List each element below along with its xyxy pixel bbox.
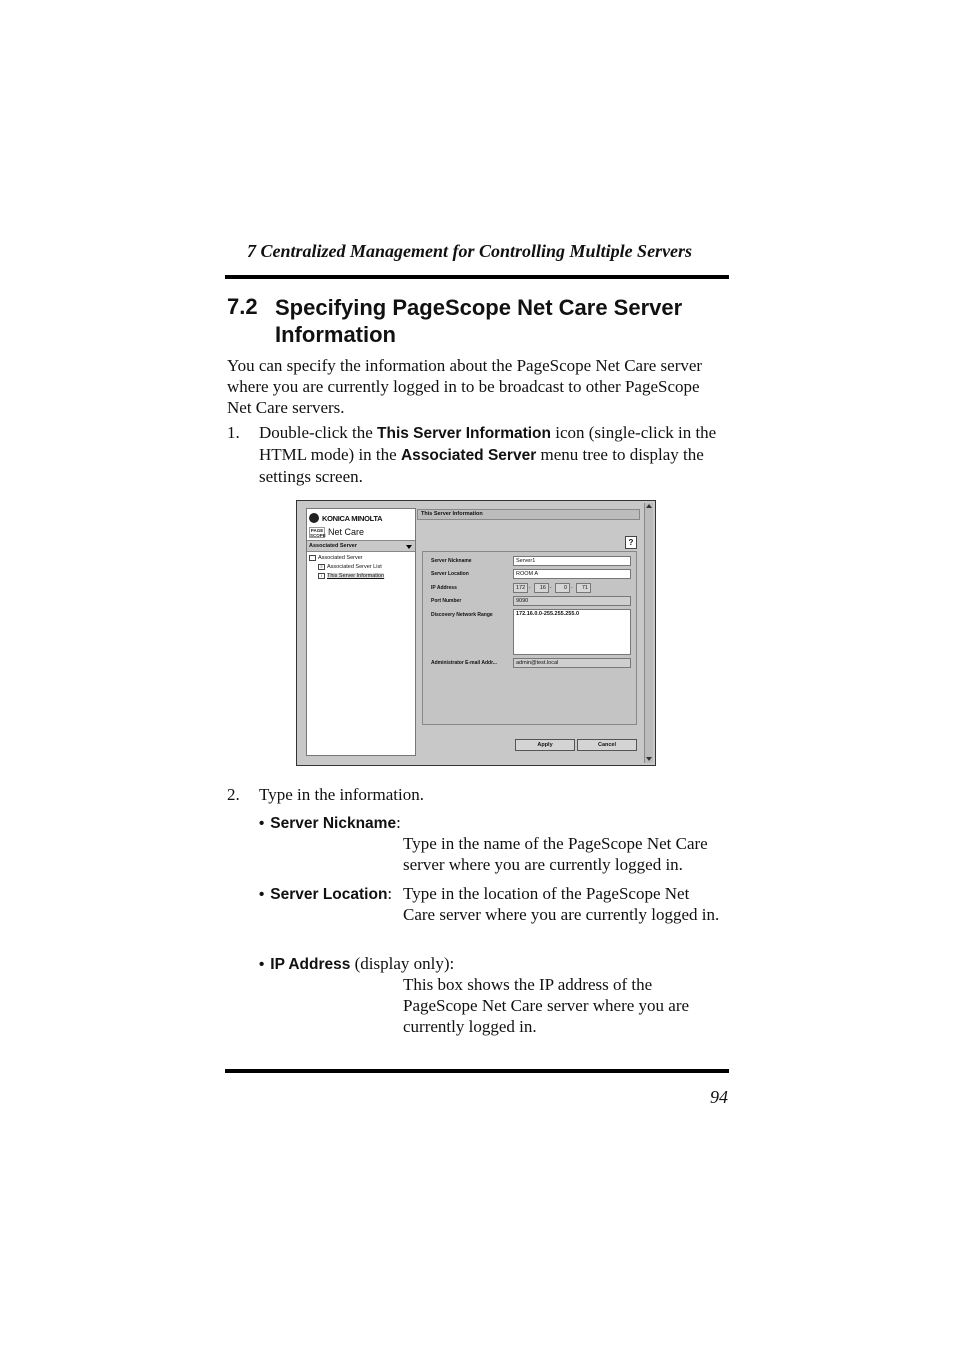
ip-octet-2: 16 <box>534 583 549 593</box>
term-suffix: : <box>387 884 393 903</box>
intro-paragraph: You can specify the information about the PageScope Net Care server where you are currently logged in to be broadcast to other PageScope Net Care servers. <box>227 356 703 417</box>
net-care-logo <box>309 526 364 538</box>
tree-item-associated-server[interactable] <box>309 555 363 561</box>
section-number: 7.2 <box>227 294 258 319</box>
tree-child1-label: Associated Server List <box>327 564 382 570</box>
port-number-label: Port Number <box>431 598 462 604</box>
term-server-location: Server Location <box>270 886 388 903</box>
ip-address-label: IP Address <box>431 585 457 591</box>
scroll-up-icon[interactable] <box>646 504 652 508</box>
konica-minolta-logo <box>309 512 382 524</box>
step-1-number: 1. <box>227 423 240 442</box>
step-1-mid: icon (single-click in the HTML mode) in the <box>259 423 717 464</box>
footer-rule <box>225 1069 729 1073</box>
step-1-post: menu tree to display the settings screen. <box>259 445 704 486</box>
tree-item-this-server-information[interactable] <box>318 573 384 579</box>
page-number: 94 <box>710 1087 728 1107</box>
step-1-term-this-server-information: This Server Information <box>377 425 551 442</box>
apply-button[interactable]: Apply <box>515 739 575 751</box>
bullet-icon: • <box>259 815 265 832</box>
bullet-icon: • <box>259 886 265 903</box>
info-icon: i <box>318 573 325 579</box>
logo-brand-text: KONICA MINOLTA <box>322 513 383 523</box>
tree-child2-label: This Server Information <box>327 573 385 579</box>
bullet-icon: • <box>259 956 265 973</box>
vertical-scrollbar[interactable] <box>644 503 653 763</box>
admin-email-field: admin@test.local <box>513 658 631 668</box>
dropdown-label: Associated Server <box>309 543 357 549</box>
bullet-ip-address <box>259 953 729 975</box>
desc-server-location: Type in the location of the PageScope Net Care server where you are currently logged in. <box>403 884 720 924</box>
port-number-field: 9090 <box>513 596 631 606</box>
step-2-text: Type in the information. <box>259 785 424 804</box>
step-2-number: 2. <box>227 785 240 804</box>
chevron-down-icon <box>406 545 412 549</box>
discovery-range-textarea[interactable]: 172.16.0.0-255.255.255.0 <box>513 609 631 655</box>
pagescope-logo-icon: PAGE SCOPE <box>310 527 326 538</box>
term-server-nickname: Server Nickname <box>270 815 397 832</box>
konica-minolta-logo-icon <box>309 513 319 523</box>
cancel-button[interactable]: Cancel <box>577 739 637 751</box>
server-location-input[interactable]: ROOM A <box>513 569 631 579</box>
help-button[interactable]: ? <box>625 536 637 549</box>
folder-icon <box>309 555 316 561</box>
tree-item-associated-server-list[interactable] <box>318 564 382 570</box>
server-location-label: Server Location <box>431 571 469 577</box>
term-suffix: (display only): <box>350 954 455 973</box>
associated-server-dropdown[interactable] <box>307 540 415 552</box>
server-info-form: Server Nickname Server1 Server Location ROOM A IP Address 172 . 16 . 0 . 71 Port Number 9090 Discovery Network Range 172.16.0.0-255.255.255.0 Administrator E-mail Addr... admin@test.local <box>422 551 637 725</box>
desc-ip-address: This box shows the IP address of the PageScope Net Care server where you are currently logged in. <box>403 975 690 1036</box>
scroll-down-icon[interactable] <box>646 757 652 761</box>
tree-root-label: Associated Server <box>318 555 363 561</box>
ip-octet-1: 172 <box>513 583 528 593</box>
admin-email-label: Administrator E-mail Addr... <box>431 660 497 666</box>
step-1-text <box>259 422 729 487</box>
server-nickname-input[interactable]: Server1 <box>513 556 631 566</box>
ip-octet-4: 71 <box>576 583 591 593</box>
desc-server-nickname: Type in the name of the PageScope Net Care server where you are currently logged in. <box>403 834 708 874</box>
header-rule <box>225 275 729 279</box>
panel-title: This Server Information <box>417 509 640 520</box>
section-title: Specifying PageScope Net Care Server Information <box>275 295 683 347</box>
discovery-range-label: Discovery Network Range <box>431 612 493 618</box>
logo-product-text: Net Care <box>328 527 365 537</box>
menu-tree-panel <box>306 508 416 756</box>
step-1-pre: Double-click the <box>259 423 378 442</box>
term-ip-address: IP Address <box>270 956 351 973</box>
server-nickname-label: Server Nickname <box>431 558 472 564</box>
bullet-server-nickname <box>259 812 729 834</box>
term-suffix: : <box>396 813 401 832</box>
chapter-title: 7 Centralized Management for Controlling Multiple Servers <box>247 241 693 261</box>
list-icon: ≡ <box>318 564 325 570</box>
step-1-term-associated-server: Associated Server <box>400 447 537 464</box>
settings-screenshot <box>296 500 656 766</box>
ip-octet-3: 0 <box>555 583 570 593</box>
